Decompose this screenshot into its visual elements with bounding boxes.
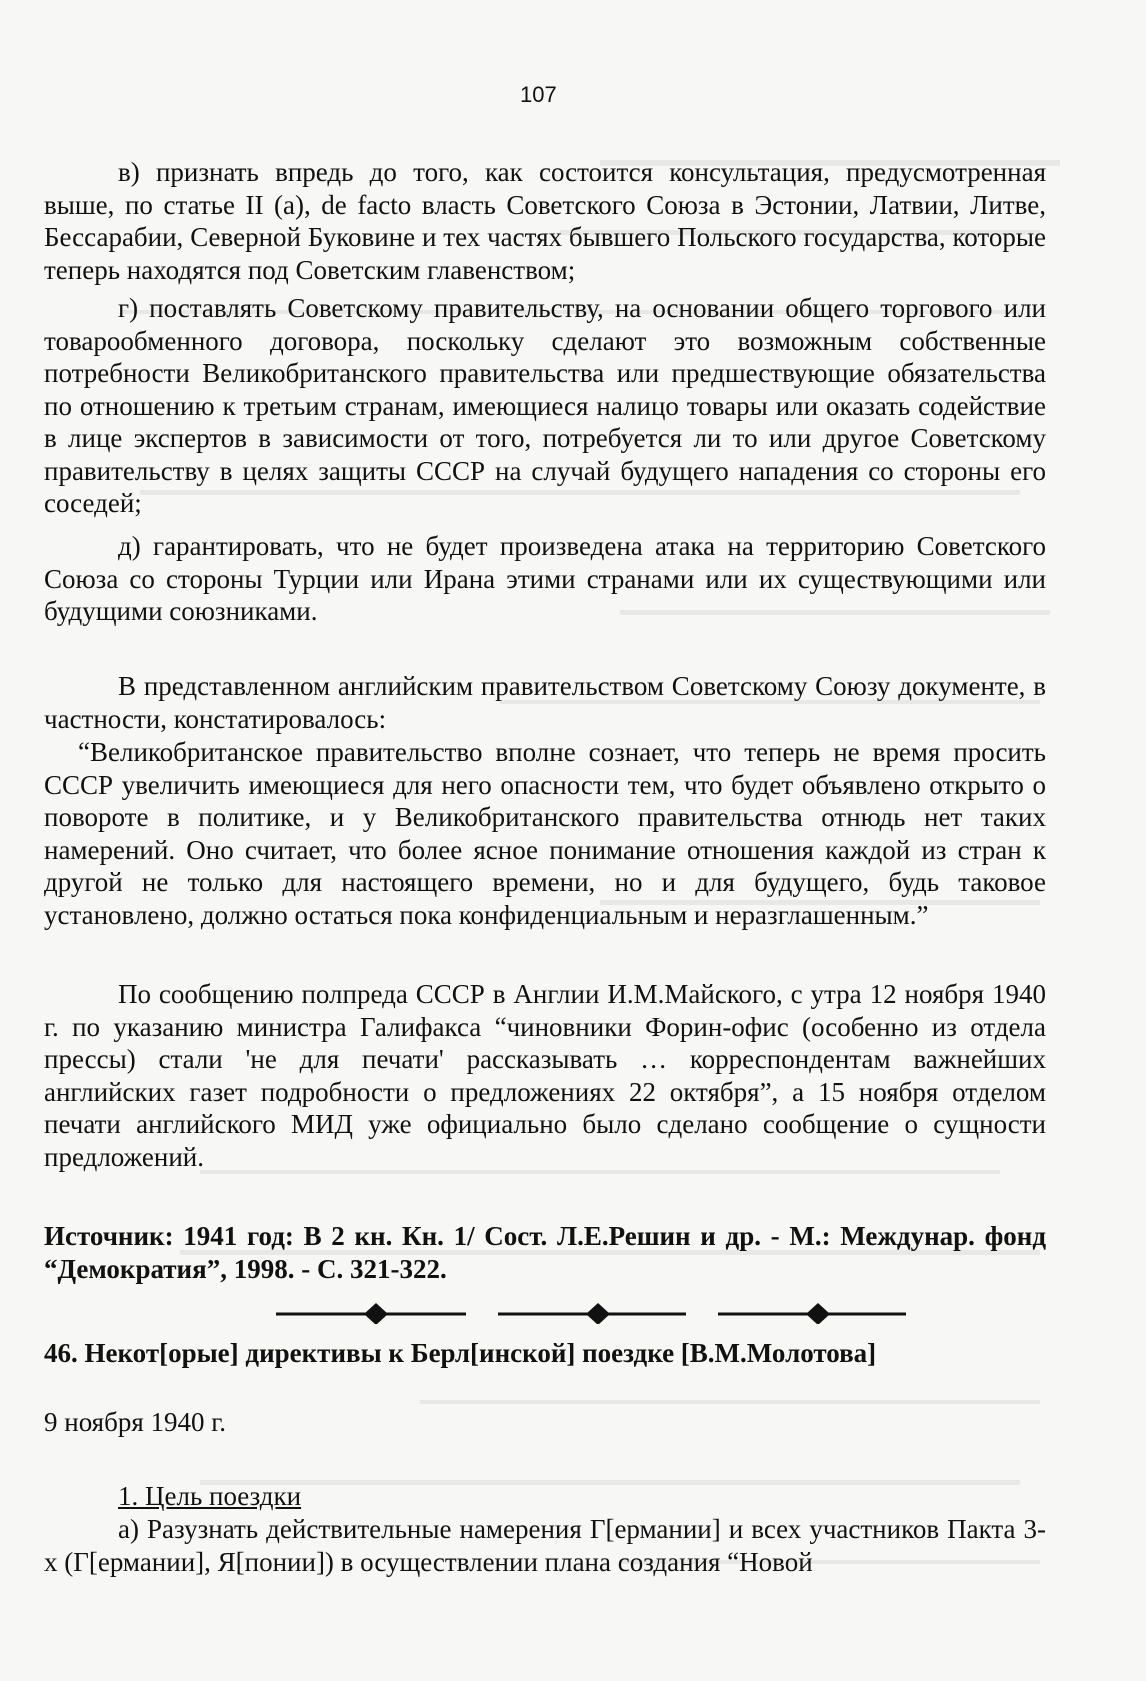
paragraph-item-v: в) признать впредь до того, как состоится консультация, предусмотренная выше, по статье II (а), de facto власть Советского Союза в Эстонии, Латвии, Литве, Бессарабии, Северной Буковине и тех частях бывшего Польского государства, которые теперь находятся под Советским главенством;: [44, 157, 1046, 285]
paragraph-item-g: г) поставлять Советскому правительству, на основании общего торгового или товарообменного договора, поскольку сделают это возможным собственные потребности Великобританского правительства или предшествующие обязательства по отношению к третьим странам, имеющиеся налицо товары или оказать содействие в лице экспертов в зависимости от того, потребуется ли то или другое Советскому правительству в целях защиты СССР на случай будущего нападения со стороны его соседей;: [44, 293, 1046, 518]
section-text: а) Разузнать действительные намерения Г[ермании] и всех участников Пакта 3-х (Г[ермании], Я[понии]) в осуществлении плана создания “Новой: [44, 1514, 1046, 1577]
paragraph-quote: “Великобританское правительство вполне сознает, что теперь не время просить СССР увеличить имеющиеся для него опасности тем, что будет объявлено открыто о повороте в политике, и у Великобританского правительства отнюдь нет таких намерений. Оно считает, что более ясное понимание отношения каждой из стран к другой не только для настоящего времени, но и для будущего, будь таковое установлено, должно остаться пока конфиденциальным и неразглашенным.”: [44, 737, 1046, 930]
source-citation: Источник: 1941 год: В 2 кн. Кн. 1/ Сост. Л.Е.Решин и др. - М.: Междунар. фонд “Демократия”, 1998. - С. 321-322.: [44, 1221, 1046, 1284]
paragraph-maisky-report: По сообщению полпреда СССР в Англии И.М.Майского, с утра 12 ноября 1940 г. по указанию министра Галифакса “чиновники Форин-офис (особенно из отдела прессы) стали 'не для печати' рассказывать … корреспондентам важнейших английских газет подробности о предложениях 22 октября”, а 15 ноября отделом печати английского МИД уже официально было сделано сообщение о сущности предложений.: [44, 979, 1046, 1172]
document-date: 9 ноября 1940 г.: [44, 1407, 227, 1437]
document-heading: 46. Некот[орые] директивы к Берл[инской] поездке [В.М.Молотова]: [44, 1338, 877, 1368]
paragraph-item-d: д) гарантировать, что не будет произведена атака на территорию Советского Союза со стороны Турции или Ирана этими странами или их существующими или будущими союзниками.: [44, 531, 1046, 626]
paragraph-document-intro: В представленном английским правительством Советскому Союзу документе, в частности, констатировалось:: [44, 671, 1046, 734]
page-number: 107: [520, 82, 557, 107]
section-divider: [276, 1300, 906, 1324]
section-title: 1. Цель поездки: [118, 1481, 302, 1511]
